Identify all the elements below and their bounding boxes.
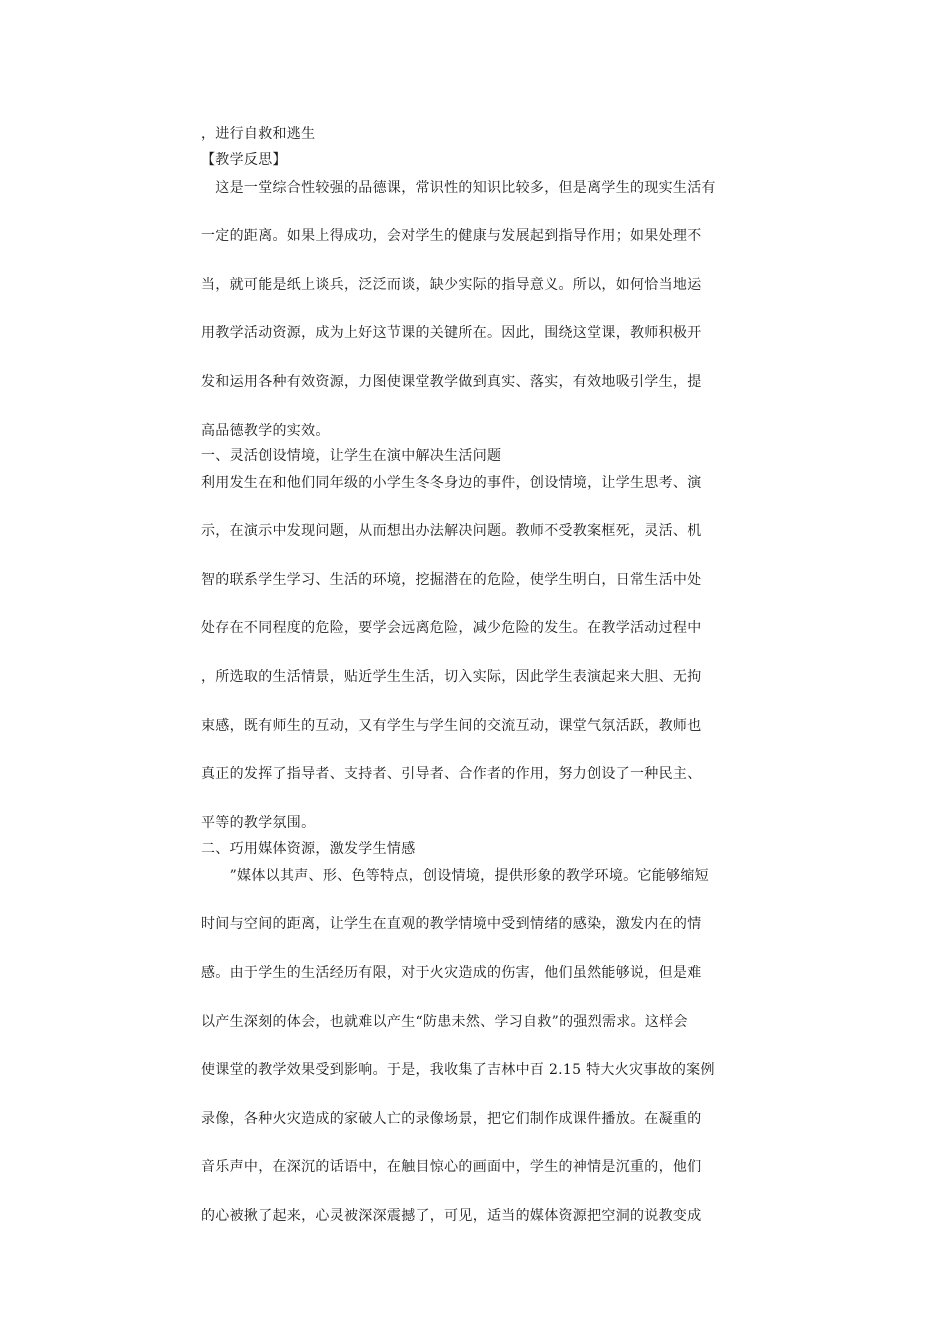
text-line: ，所选取的生活情景，贴近学生生活，切入实际，因此学生表演起来大胆、无拘 bbox=[201, 669, 702, 685]
section-heading-1: 一、灵活创设情境，让学生在演中解决生活问题 bbox=[201, 448, 502, 464]
text-line: 这是一堂综合性较强的品德课，常识性的知识比较多，但是离学生的现实生活有 bbox=[201, 180, 716, 196]
text-line: 智的联系学生学习、生活的环境，挖掘潜在的危险，使学生明白，日常生活中处 bbox=[201, 572, 702, 588]
text-line: 真正的发挥了指导者、支持者、引导者、合作者的作用，努力创设了一种民主、 bbox=[201, 766, 702, 782]
text-line: 一定的距离。如果上得成功，会对学生的健康与发展起到指导作用；如果处理不 bbox=[201, 228, 702, 244]
text-line: 利用发生在和他们同年级的小学生冬冬身边的事件，创设情境，让学生思考、演 bbox=[201, 475, 702, 491]
text-line: 示，在演示中发现问题，从而想出办法解决问题。教师不受教案框死，灵活、机 bbox=[201, 523, 702, 539]
text-line: 高品德教学的实效。 bbox=[201, 423, 330, 439]
text-line: 感。由于学生的生活经历有限，对于火灾造成的伤害，他们虽然能够说，但是难 bbox=[201, 965, 702, 981]
text-line: 用教学活动资源，成为上好这节课的关键所在。因此，围绕这堂课，教师积极开 bbox=[201, 325, 702, 341]
text-line: 以产生深刻的体会，也就难以产生“防患未然、学习自救”的强烈需求。这样会 bbox=[201, 1014, 688, 1030]
text-line: 录像，各种火灾造成的家破人亡的录像场景，把它们制作成课件播放。在凝重的 bbox=[201, 1111, 702, 1127]
text-line: 平等的教学氛围。 bbox=[201, 815, 316, 831]
text-line: 的心被揪了起来，心灵被深深震撼了，可见，适当的媒体资源把空洞的说教变成 bbox=[201, 1208, 702, 1224]
text-line: 处存在不同程度的危险，要学会远离危险，减少危险的发生。在教学活动过程中 bbox=[201, 620, 702, 636]
text-line: ”媒体以其声、形、色等特点，创设情境，提供形象的教学环境。它能够缩短 bbox=[201, 868, 709, 884]
text-line: 发和运用各种有效资源，力图使课堂教学做到真实、落实，有效地吸引学生，提 bbox=[201, 374, 702, 390]
text-line: 束感，既有师生的互动，又有学生与学生间的交流互动，课堂气氛活跃，教师也 bbox=[201, 718, 702, 734]
text-line: ，进行自救和逃生 bbox=[201, 126, 316, 142]
text-line: 使课堂的教学效果受到影响。于是，我收集了吉林中百 2.15 特大火灾事故的案例 bbox=[201, 1062, 715, 1078]
section-heading-reflection: 【教学反思】 bbox=[201, 152, 287, 168]
section-heading-2: 二、巧用媒体资源，激发学生情感 bbox=[201, 841, 416, 857]
text-line: 时间与空间的距离，让学生在直观的教学情境中受到情绪的感染，激发内在的情 bbox=[201, 916, 702, 932]
text-line: 当，就可能是纸上谈兵，泛泛而谈，缺少实际的指导意义。所以，如何恰当地运 bbox=[201, 277, 702, 293]
text-line: 音乐声中，在深沉的话语中，在触目惊心的画面中，学生的神情是沉重的，他们 bbox=[201, 1159, 702, 1175]
